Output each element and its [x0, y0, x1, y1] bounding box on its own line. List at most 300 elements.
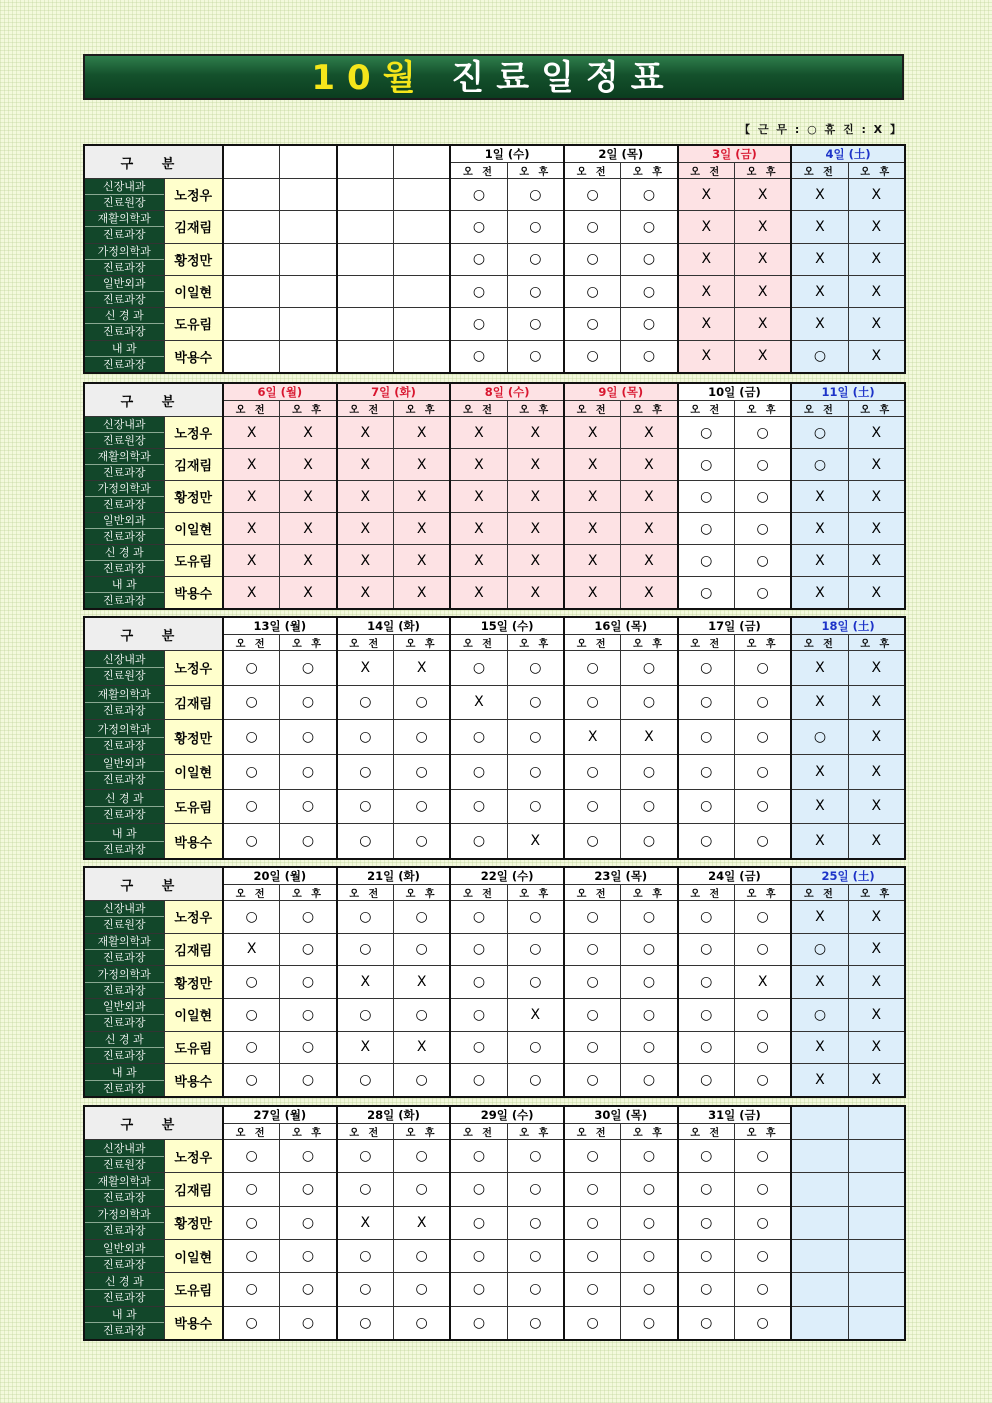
- doctor-row: [84, 545, 905, 577]
- day-header: 3일 (금): [678, 145, 792, 163]
- doctor-name: 도유림: [164, 1031, 223, 1064]
- schedule-cell: X: [621, 545, 678, 577]
- schedule-cell: X: [337, 417, 394, 449]
- schedule-cell: ○: [564, 998, 621, 1031]
- schedule-cell: [848, 1206, 905, 1239]
- schedule-cell: ○: [734, 1064, 791, 1097]
- doctor-row: [84, 1239, 905, 1272]
- department-cell: [84, 417, 164, 449]
- schedule-table-week-1: [83, 144, 906, 374]
- schedule-cell: ○: [450, 1173, 507, 1206]
- schedule-cell: X: [223, 481, 280, 513]
- schedule-cell: ○: [621, 1206, 678, 1239]
- schedule-cell: ○: [678, 754, 735, 789]
- schedule-cell: ○: [393, 1140, 450, 1173]
- schedule-cell: X: [223, 933, 280, 966]
- schedule-cell: ○: [564, 901, 621, 934]
- doctor-name: 김재림: [164, 685, 223, 720]
- empty-day-cell: [848, 1106, 905, 1140]
- schedule-cell: ○: [621, 1031, 678, 1064]
- department-name: 일반외과: [85, 513, 164, 529]
- schedule-cell: ○: [621, 1064, 678, 1097]
- department-name: 신장내과: [85, 652, 164, 668]
- department-name: 가정의학과: [85, 481, 164, 497]
- doctor-row: [84, 720, 905, 755]
- schedule-cell: X: [621, 513, 678, 545]
- schedule-cell: ○: [678, 901, 735, 934]
- department-cell: [84, 243, 164, 275]
- doctor-title: 진료원장: [102, 196, 146, 210]
- doctor-row: [84, 1173, 905, 1206]
- schedule-cell: ○: [734, 754, 791, 789]
- am-header: 오 전: [791, 163, 848, 179]
- day-header: 20일 (월): [223, 867, 337, 885]
- schedule-cell: X: [507, 449, 564, 481]
- schedule-cell: X: [280, 417, 337, 449]
- day-header: 22일 (수): [450, 867, 564, 885]
- schedule-cell: ○: [621, 243, 678, 275]
- schedule-cell: X: [791, 275, 848, 307]
- schedule-cell: X: [621, 481, 678, 513]
- schedule-cell: X: [280, 545, 337, 577]
- schedule-cell: ○: [337, 754, 394, 789]
- schedule-cell: ○: [678, 481, 735, 513]
- schedule-cell: ○: [450, 998, 507, 1031]
- doctor-title: 진료과장: [102, 1016, 146, 1030]
- schedule-cell: X: [280, 449, 337, 481]
- department-cell: [84, 577, 164, 610]
- schedule-cell: X: [337, 966, 394, 999]
- doctor-name: 도유림: [164, 1273, 223, 1306]
- schedule-cell: ○: [734, 998, 791, 1031]
- schedule-cell: X: [507, 513, 564, 545]
- doctor-row: [84, 577, 905, 610]
- schedule-cell: ○: [450, 824, 507, 859]
- pm-header: 오 후: [848, 885, 905, 901]
- schedule-cell: ○: [734, 1273, 791, 1306]
- department-cell: [84, 1031, 164, 1064]
- pm-header: 오 후: [734, 163, 791, 179]
- doctor-name: 황정만: [164, 1206, 223, 1239]
- doctor-row: [84, 340, 905, 373]
- schedule-cell: ○: [507, 1273, 564, 1306]
- schedule-cell: ○: [507, 651, 564, 686]
- day-header: 28일 (화): [337, 1106, 451, 1124]
- schedule-cell: X: [393, 481, 450, 513]
- schedule-cell: ○: [564, 340, 621, 373]
- department-name: 재활의학과: [85, 1174, 164, 1190]
- schedule-cell: [393, 243, 450, 275]
- schedule-cell: ○: [791, 998, 848, 1031]
- schedule-cell: ○: [223, 720, 280, 755]
- doctor-row: [84, 275, 905, 307]
- am-header: 오 전: [564, 1124, 621, 1140]
- schedule-cell: X: [848, 513, 905, 545]
- schedule-cell: ○: [280, 1064, 337, 1097]
- schedule-cell: [280, 308, 337, 340]
- department-cell: [84, 901, 164, 934]
- schedule-cell: ○: [450, 789, 507, 824]
- schedule-cell: ○: [564, 789, 621, 824]
- schedule-cell: X: [507, 998, 564, 1031]
- pm-header: 오 후: [507, 163, 564, 179]
- schedule-cell: ○: [678, 933, 735, 966]
- schedule-cell: X: [734, 275, 791, 307]
- day-header: 8일 (수): [450, 383, 564, 401]
- schedule-cell: [280, 243, 337, 275]
- schedule-cell: X: [848, 1031, 905, 1064]
- schedule-cell: ○: [507, 1239, 564, 1272]
- department-cell: [84, 1064, 164, 1097]
- gubun-header: 구 분: [84, 383, 223, 417]
- schedule-cell: ○: [507, 933, 564, 966]
- department-name: 내 과: [85, 341, 164, 357]
- schedule-cell: [848, 1306, 905, 1340]
- schedule-cell: ○: [450, 901, 507, 934]
- schedule-cell: X: [791, 577, 848, 610]
- schedule-cell: ○: [337, 901, 394, 934]
- doctor-title: 진료과장: [102, 738, 146, 752]
- schedule-cell: ○: [621, 308, 678, 340]
- schedule-cell: X: [393, 651, 450, 686]
- schedule-cell: X: [507, 481, 564, 513]
- schedule-cell: X: [848, 481, 905, 513]
- schedule-cell: X: [223, 449, 280, 481]
- doctor-title: 진료과장: [102, 1290, 146, 1304]
- schedule-cell: ○: [450, 179, 507, 211]
- am-header: 오 전: [564, 401, 621, 417]
- schedule-cell: X: [791, 966, 848, 999]
- schedule-cell: ○: [621, 340, 678, 373]
- schedule-cell: [393, 211, 450, 243]
- schedule-cell: ○: [337, 720, 394, 755]
- pm-header: 오 후: [393, 401, 450, 417]
- pm-header: 오 후: [280, 635, 337, 651]
- doctor-title: 진료원장: [102, 669, 146, 683]
- title-text: 진료일정표: [451, 58, 676, 98]
- schedule-cell: X: [791, 685, 848, 720]
- am-header: 오 전: [678, 885, 735, 901]
- doctor-title: 진료과장: [102, 842, 146, 856]
- schedule-cell: ○: [564, 685, 621, 720]
- schedule-cell: ○: [280, 1239, 337, 1272]
- schedule-cell: X: [734, 308, 791, 340]
- schedule-cell: X: [848, 789, 905, 824]
- schedule-cell: X: [848, 1064, 905, 1097]
- schedule-cell: ○: [223, 824, 280, 859]
- schedule-cell: ○: [734, 449, 791, 481]
- schedule-cell: X: [678, 179, 735, 211]
- schedule-cell: X: [564, 481, 621, 513]
- doctor-title: 진료과장: [102, 325, 146, 339]
- department-name: 신 경 과: [85, 1032, 164, 1048]
- schedule-cell: X: [337, 481, 394, 513]
- schedule-cell: X: [734, 211, 791, 243]
- doctor-title: 진료과장: [102, 1257, 146, 1271]
- day-header: 10일 (금): [678, 383, 792, 401]
- schedule-cell: ○: [678, 966, 735, 999]
- schedule-cell: ○: [450, 1064, 507, 1097]
- department-cell: [84, 720, 164, 755]
- doctor-title: 진료과장: [102, 703, 146, 717]
- schedule-cell: ○: [450, 1031, 507, 1064]
- schedule-cell: [280, 211, 337, 243]
- schedule-cell: ○: [678, 1239, 735, 1272]
- schedule-cell: X: [678, 243, 735, 275]
- schedule-cell: ○: [734, 1173, 791, 1206]
- schedule-cell: ○: [678, 1064, 735, 1097]
- schedule-cell: ○: [280, 1273, 337, 1306]
- department-name: 내 과: [85, 1065, 164, 1081]
- legend: 【 근 무 : ○ 휴 진 : X 】: [739, 123, 903, 136]
- am-header: 오 전: [450, 885, 507, 901]
- schedule-cell: ○: [621, 685, 678, 720]
- schedule-cell: ○: [507, 275, 564, 307]
- schedule-cell: [791, 1173, 848, 1206]
- department-cell: [84, 1173, 164, 1206]
- doctor-row: [84, 211, 905, 243]
- schedule-cell: [337, 243, 394, 275]
- schedule-cell: ○: [621, 275, 678, 307]
- schedule-cell: X: [791, 651, 848, 686]
- am-header: 오 전: [791, 635, 848, 651]
- doctor-title: 진료원장: [102, 918, 146, 932]
- schedule-cell: ○: [564, 179, 621, 211]
- schedule-cell: [223, 340, 280, 373]
- schedule-table-week-2: [83, 382, 906, 610]
- department-cell: [84, 513, 164, 545]
- doctor-row: [84, 1031, 905, 1064]
- schedule-cell: [337, 308, 394, 340]
- doctor-title: 진료과장: [102, 1224, 146, 1238]
- doctor-row: [84, 966, 905, 999]
- schedule-cell: ○: [337, 933, 394, 966]
- schedule-cell: ○: [678, 1173, 735, 1206]
- am-header: 오 전: [223, 635, 280, 651]
- schedule-cell: ○: [621, 824, 678, 859]
- doctor-row: [84, 754, 905, 789]
- schedule-cell: X: [678, 211, 735, 243]
- schedule-cell: ○: [280, 1206, 337, 1239]
- day-header: 17일 (금): [678, 617, 792, 635]
- schedule-cell: X: [848, 966, 905, 999]
- schedule-cell: ○: [450, 243, 507, 275]
- doctor-name: 박용수: [164, 1064, 223, 1097]
- schedule-cell: ○: [223, 1239, 280, 1272]
- schedule-cell: X: [791, 308, 848, 340]
- empty-day-cell: [791, 1106, 848, 1140]
- schedule-cell: X: [848, 754, 905, 789]
- schedule-cell: ○: [223, 1064, 280, 1097]
- schedule-cell: ○: [507, 179, 564, 211]
- doctor-name: 도유림: [164, 308, 223, 340]
- schedule-cell: ○: [621, 179, 678, 211]
- doctor-row: [84, 998, 905, 1031]
- schedule-cell: [280, 275, 337, 307]
- doctor-row: [84, 243, 905, 275]
- schedule-cell: X: [621, 577, 678, 610]
- schedule-cell: ○: [734, 1239, 791, 1272]
- doctor-title: 진료과장: [102, 466, 146, 479]
- department-name: 신 경 과: [85, 545, 164, 561]
- day-header: 15일 (수): [450, 617, 564, 635]
- schedule-table-week-4: [83, 866, 906, 1098]
- schedule-cell: X: [848, 243, 905, 275]
- schedule-cell: X: [848, 449, 905, 481]
- schedule-cell: X: [791, 824, 848, 859]
- schedule-cell: ○: [734, 1206, 791, 1239]
- schedule-cell: X: [848, 651, 905, 686]
- doctor-title: 진료원장: [102, 434, 146, 447]
- schedule-cell: ○: [507, 1031, 564, 1064]
- doctor-title: 진료과장: [102, 1081, 146, 1095]
- doctor-row: [84, 449, 905, 481]
- schedule-cell: ○: [564, 1206, 621, 1239]
- doctor-name: 이일현: [164, 1239, 223, 1272]
- schedule-cell: ○: [621, 1173, 678, 1206]
- schedule-cell: X: [621, 449, 678, 481]
- schedule-cell: [337, 211, 394, 243]
- am-header: 오 전: [678, 1124, 735, 1140]
- schedule-cell: X: [393, 513, 450, 545]
- am-header: 오 전: [337, 885, 394, 901]
- empty-day-cell: [280, 145, 337, 179]
- schedule-table-week-5: [83, 1105, 906, 1341]
- gubun-header: 구 분: [84, 1106, 223, 1140]
- department-name: 가정의학과: [85, 967, 164, 983]
- schedule-cell: ○: [223, 754, 280, 789]
- schedule-cell: ○: [450, 340, 507, 373]
- schedule-cell: ○: [791, 720, 848, 755]
- am-header: 오 전: [337, 635, 394, 651]
- doctor-name: 노정우: [164, 179, 223, 211]
- schedule-cell: ○: [393, 789, 450, 824]
- doctor-title: 진료과장: [102, 260, 146, 274]
- doctor-row: [84, 417, 905, 449]
- doctor-name: 황정만: [164, 720, 223, 755]
- schedule-cell: ○: [337, 1273, 394, 1306]
- schedule-cell: ○: [280, 1173, 337, 1206]
- pm-header: 오 후: [848, 163, 905, 179]
- schedule-cell: X: [678, 308, 735, 340]
- department-name: 신 경 과: [85, 791, 164, 807]
- schedule-cell: ○: [621, 966, 678, 999]
- schedule-cell: [393, 275, 450, 307]
- schedule-cell: X: [848, 340, 905, 373]
- am-header: 오 전: [223, 401, 280, 417]
- department-name: 신 경 과: [85, 1274, 164, 1290]
- doctor-row: [84, 1064, 905, 1097]
- doctor-title: 진료과장: [102, 807, 146, 821]
- schedule-cell: [223, 275, 280, 307]
- schedule-cell: X: [564, 449, 621, 481]
- schedule-cell: [791, 1140, 848, 1173]
- schedule-cell: X: [848, 545, 905, 577]
- schedule-cell: X: [450, 577, 507, 610]
- schedule-cell: ○: [791, 340, 848, 373]
- schedule-cell: [791, 1206, 848, 1239]
- pm-header: 오 후: [734, 635, 791, 651]
- schedule-cell: X: [507, 824, 564, 859]
- schedule-cell: ○: [280, 685, 337, 720]
- schedule-cell: ○: [507, 754, 564, 789]
- department-cell: [84, 211, 164, 243]
- am-header: 오 전: [450, 401, 507, 417]
- schedule-cell: ○: [564, 243, 621, 275]
- pm-header: 오 후: [507, 635, 564, 651]
- gubun-header: 구 분: [84, 617, 223, 651]
- schedule-cell: ○: [564, 1173, 621, 1206]
- schedule-cell: ○: [678, 1206, 735, 1239]
- schedule-cell: ○: [337, 998, 394, 1031]
- schedule-cell: X: [393, 966, 450, 999]
- schedule-cell: ○: [678, 1306, 735, 1340]
- am-header: 오 전: [564, 163, 621, 179]
- pm-header: 오 후: [280, 1124, 337, 1140]
- schedule-cell: ○: [678, 577, 735, 610]
- schedule-cell: ○: [734, 1306, 791, 1340]
- schedule-cell: X: [848, 998, 905, 1031]
- doctor-title: 진료과장: [102, 228, 146, 242]
- schedule-cell: X: [507, 417, 564, 449]
- gubun-header: 구 분: [84, 867, 223, 901]
- schedule-cell: ○: [678, 685, 735, 720]
- schedule-cell: ○: [791, 417, 848, 449]
- schedule-cell: ○: [337, 824, 394, 859]
- schedule-cell: [393, 308, 450, 340]
- schedule-cell: ○: [564, 651, 621, 686]
- schedule-cell: ○: [678, 998, 735, 1031]
- schedule-cell: ○: [337, 1306, 394, 1340]
- day-header: 30일 (목): [564, 1106, 678, 1124]
- schedule-cell: X: [564, 513, 621, 545]
- schedule-cell: ○: [678, 1031, 735, 1064]
- doctor-title: 진료과장: [102, 1324, 146, 1338]
- department-name: 가정의학과: [85, 244, 164, 260]
- am-header: 오 전: [450, 635, 507, 651]
- doctor-name: 김재림: [164, 449, 223, 481]
- schedule-cell: ○: [734, 1031, 791, 1064]
- schedule-cell: X: [337, 1031, 394, 1064]
- schedule-cell: ○: [564, 1031, 621, 1064]
- pm-header: 오 후: [280, 885, 337, 901]
- day-header: 18일 (土): [791, 617, 905, 635]
- schedule-cell: ○: [393, 901, 450, 934]
- schedule-cell: ○: [678, 824, 735, 859]
- schedule-cell: X: [280, 513, 337, 545]
- doctor-name: 박용수: [164, 1306, 223, 1340]
- schedule-cell: ○: [678, 1140, 735, 1173]
- pm-header: 오 후: [848, 401, 905, 417]
- department-cell: [84, 1206, 164, 1239]
- schedule-cell: ○: [507, 1306, 564, 1340]
- schedule-cell: ○: [564, 824, 621, 859]
- schedule-cell: ○: [450, 933, 507, 966]
- am-header: 오 전: [791, 885, 848, 901]
- department-name: 신 경 과: [85, 308, 164, 324]
- schedule-cell: X: [223, 545, 280, 577]
- department-name: 일반외과: [85, 756, 164, 772]
- schedule-cell: ○: [450, 966, 507, 999]
- schedule-cell: ○: [734, 1140, 791, 1173]
- schedule-cell: X: [791, 513, 848, 545]
- department-name: 내 과: [85, 577, 164, 593]
- schedule-cell: ○: [791, 933, 848, 966]
- schedule-cell: ○: [621, 651, 678, 686]
- department-cell: [84, 998, 164, 1031]
- doctor-title: 진료과장: [102, 950, 146, 964]
- schedule-cell: ○: [734, 577, 791, 610]
